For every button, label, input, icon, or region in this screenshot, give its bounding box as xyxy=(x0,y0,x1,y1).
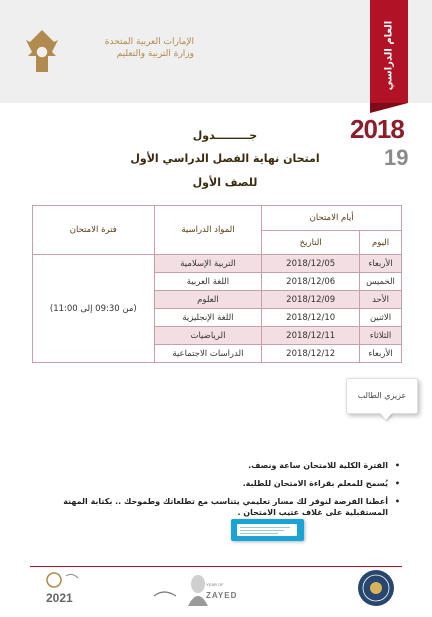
school-seal-icon xyxy=(357,569,395,607)
year-2018: 2018 xyxy=(350,114,404,144)
cell-subject: اللغة الإنجليزية xyxy=(154,309,262,327)
ministry-line-2: وزارة التربية والتعليم xyxy=(116,49,194,59)
cell-day: الاثنين xyxy=(360,309,402,327)
year-of-zayed-logo-icon xyxy=(152,572,248,606)
note-text: أعطنا الفرصة لنوفر لك مسار تعليمي يتناسب مع تطلعاتك وطموحك .. بكتابة المهنة المستقبلية على غلاف عتيب الامتحان . xyxy=(63,497,388,517)
cell-date: 2018/12/09 xyxy=(262,291,360,309)
ribbon-label: العام الدراسي xyxy=(383,20,395,91)
bullet-icon: • xyxy=(394,461,400,470)
list-item xyxy=(28,496,400,518)
cell-day: الأربعاء xyxy=(360,255,402,273)
cell-date: 2018/12/05 xyxy=(262,255,360,273)
cell-date: 2018/12/10 xyxy=(262,309,360,327)
cell-subject: الدراسات الاجتماعية xyxy=(154,345,262,363)
zayed-label: ZAYED xyxy=(206,591,238,600)
list-item xyxy=(28,478,400,489)
cell-date: 2018/12/06 xyxy=(262,273,360,291)
note-card-image xyxy=(231,519,304,541)
list-item xyxy=(28,460,400,471)
cell-subject: اللغة العربية xyxy=(154,273,262,291)
cell-date: 2018/12/12 xyxy=(262,345,360,363)
bullet-icon: • xyxy=(394,497,400,506)
expo-2021-logo-icon xyxy=(42,570,88,606)
cell-day: الأحد xyxy=(360,291,402,309)
uae-emblem-icon xyxy=(22,26,62,76)
table-row xyxy=(33,255,402,273)
cell-subject: التربية الإسلامية xyxy=(154,255,262,273)
callout-tail xyxy=(380,413,392,420)
cell-day: الثلاثاء xyxy=(360,327,402,345)
cell-subject: العلوم xyxy=(154,291,262,309)
year-of-label: YEAR OF xyxy=(206,582,224,587)
header-period: فترة الامتحان xyxy=(33,206,155,255)
header-date: التاريخ xyxy=(262,231,360,255)
expo-year: 2021 xyxy=(46,591,73,605)
cell-exam-period: (من 09:30 إلى 11:00) xyxy=(33,255,155,363)
title-grade: للصف الأول xyxy=(192,176,258,189)
title-exam: امتحان نهاية الفصل الدراسي الأول xyxy=(130,152,320,165)
cell-subject: الرياضيات xyxy=(154,327,262,345)
header-subjects: المواد الدراسية xyxy=(154,206,262,255)
ribbon-fold xyxy=(370,103,408,113)
footer-divider xyxy=(30,566,402,567)
header-exam-days: أيام الامتحان xyxy=(262,206,402,231)
exam-schedule-table xyxy=(32,205,402,363)
year-19: 19 xyxy=(384,145,409,170)
instructions-list xyxy=(28,460,400,525)
student-callout: عزيزي الطالب xyxy=(346,378,418,414)
cell-date: 2018/12/11 xyxy=(262,327,360,345)
ministry-name xyxy=(64,36,194,60)
title-schedule: جـــــــــدول xyxy=(192,129,258,142)
academic-year-ribbon xyxy=(370,0,408,103)
cell-day: الخميس xyxy=(360,273,402,291)
note-text: يُسمح للمعلم بقراءة الامتحان للطلبة. xyxy=(242,479,388,488)
header-day: اليوم xyxy=(360,231,402,255)
ministry-line-1: الإمارات العربية المتحدة xyxy=(104,37,194,47)
note-text: الفترة الكلية للامتحان ساعة ونصف. xyxy=(248,461,388,470)
bullet-icon: • xyxy=(394,479,400,488)
cell-day: الأربعاء xyxy=(360,345,402,363)
